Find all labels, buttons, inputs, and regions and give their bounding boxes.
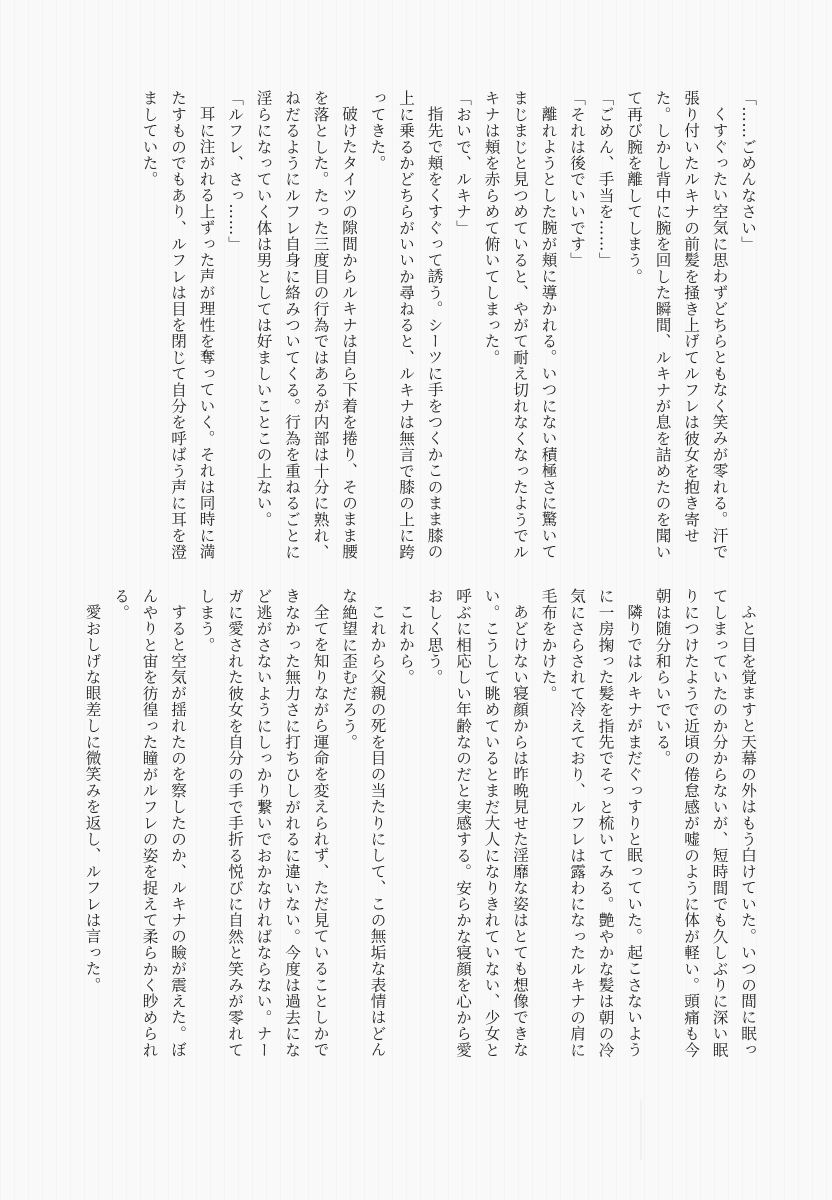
dialogue-line: 「ルフレ、さっ……」 bbox=[226, 90, 244, 252]
narration-paragraph: 離れようとした腕が頬に導かれる。いつにない積極さに驚いてまじまじと見つめていると、やがて耐え切れなくなったようでルキナは頬を赤らめて俯いてしまった。 bbox=[482, 90, 558, 560]
narration-paragraph: 耳に注がれる上ずった声が理性を奪っていく。それは同時に満たすものでもあり、ルフレは目を閉じて自分を呼ばう声に耳を澄ましていた。 bbox=[140, 90, 216, 560]
page-scan-mark bbox=[640, 1100, 642, 1160]
narration-paragraph: あどけない寝顔からは昨晩見せた淫靡な姿はとても想像できない。こうして眺めているとまだ大人になりきれていない、少女と呼ぶに相応しい年齢なのだと実感する。安らかな寝顔を心から愛おしく思う。 bbox=[425, 588, 529, 1058]
narration-paragraph: すると空気が揺れたのを察したのか、ルキナの瞼が震えた。ぼんやりと宙を彷徨った瞳がルフレの姿を捉えて柔らかく眇められる。 bbox=[112, 588, 187, 1058]
narration-paragraph: 破けたタイツの隙間からルキナは自ら下着を捲り、そのまま腰を落とした。たった三度目の行為ではあるが内部は十分に熟れ、ねだるようにルフレ自身に絡みついてくる。行為を重ねるごとに淫らになっていく体は男としては好ましいことこの上ない。 bbox=[254, 90, 358, 560]
narration-paragraph: 隣りではルキナがまだぐっすりと眠っていた。起こさないように一房掬った髪を指先でそっと梳いてみる。艶やかな髪は朝の冷気にさらされて冷えており、ルフレは露わになったルキナの肩に毛布をかけた。 bbox=[539, 588, 643, 1058]
dialogue-line: 「おいで、ルキナ」 bbox=[454, 90, 472, 236]
dialogue-line: 「……ごめんなさい」 bbox=[739, 90, 757, 252]
dialogue-line: 「それは後でいいです」 bbox=[568, 90, 586, 269]
narration-paragraph: 指先で頬をくすぐって誘う。シーツに手をつくかこのまま膝の上に乗るかどちらがいいか尋ねると、ルキナは無言で膝の上に跨ってきた。 bbox=[368, 90, 444, 560]
narration-paragraph: 愛おしげな眼差しに微笑みを返し、ルフレは言った。 bbox=[83, 603, 102, 993]
narration-paragraph: くすぐったい空気に思わずどちらともなく笑みが零れる。汗で張り付いたルキナの前髪を掻き上げてルフレは彼女を抱き寄せた。しかし背中に腕を回した瞬間、ルキナが息を詰めたのを聞いて再び腕を離してしまう。 bbox=[625, 90, 729, 560]
top-text-column bbox=[135, 90, 762, 568]
narration-paragraph: これから父親の死を目の当たりにして、この無垢な表情はどんな絶望に歪むだろう。 bbox=[340, 588, 387, 1058]
narration-paragraph: ふと目を覚ますと天幕の外はもう白けていた。いつの間に眠ってしまっていたのか分からないが、短時間でも久しぶりに深い眠りにつけたようで近頃の倦怠感が嘘のように体が軽い。頭痛も今朝は随分和らいでいる。 bbox=[653, 588, 757, 1058]
narration-paragraph: これから。 bbox=[397, 603, 415, 685]
bottom-text-column bbox=[78, 588, 762, 1072]
narration-paragraph: 全てを知りながら運命を変えられず、ただ見ていることしかできなかった無力さに打ちひしがれるに違いない。今度は過去になど逃がさないようにしっかり繋いでおかなければならない。ナーガに愛された彼女を自分の手で手折る悦びに自然と笑みが零れてしまう。 bbox=[197, 588, 330, 1058]
dialogue-line: 「ごめん、手当を……」 bbox=[596, 90, 615, 269]
